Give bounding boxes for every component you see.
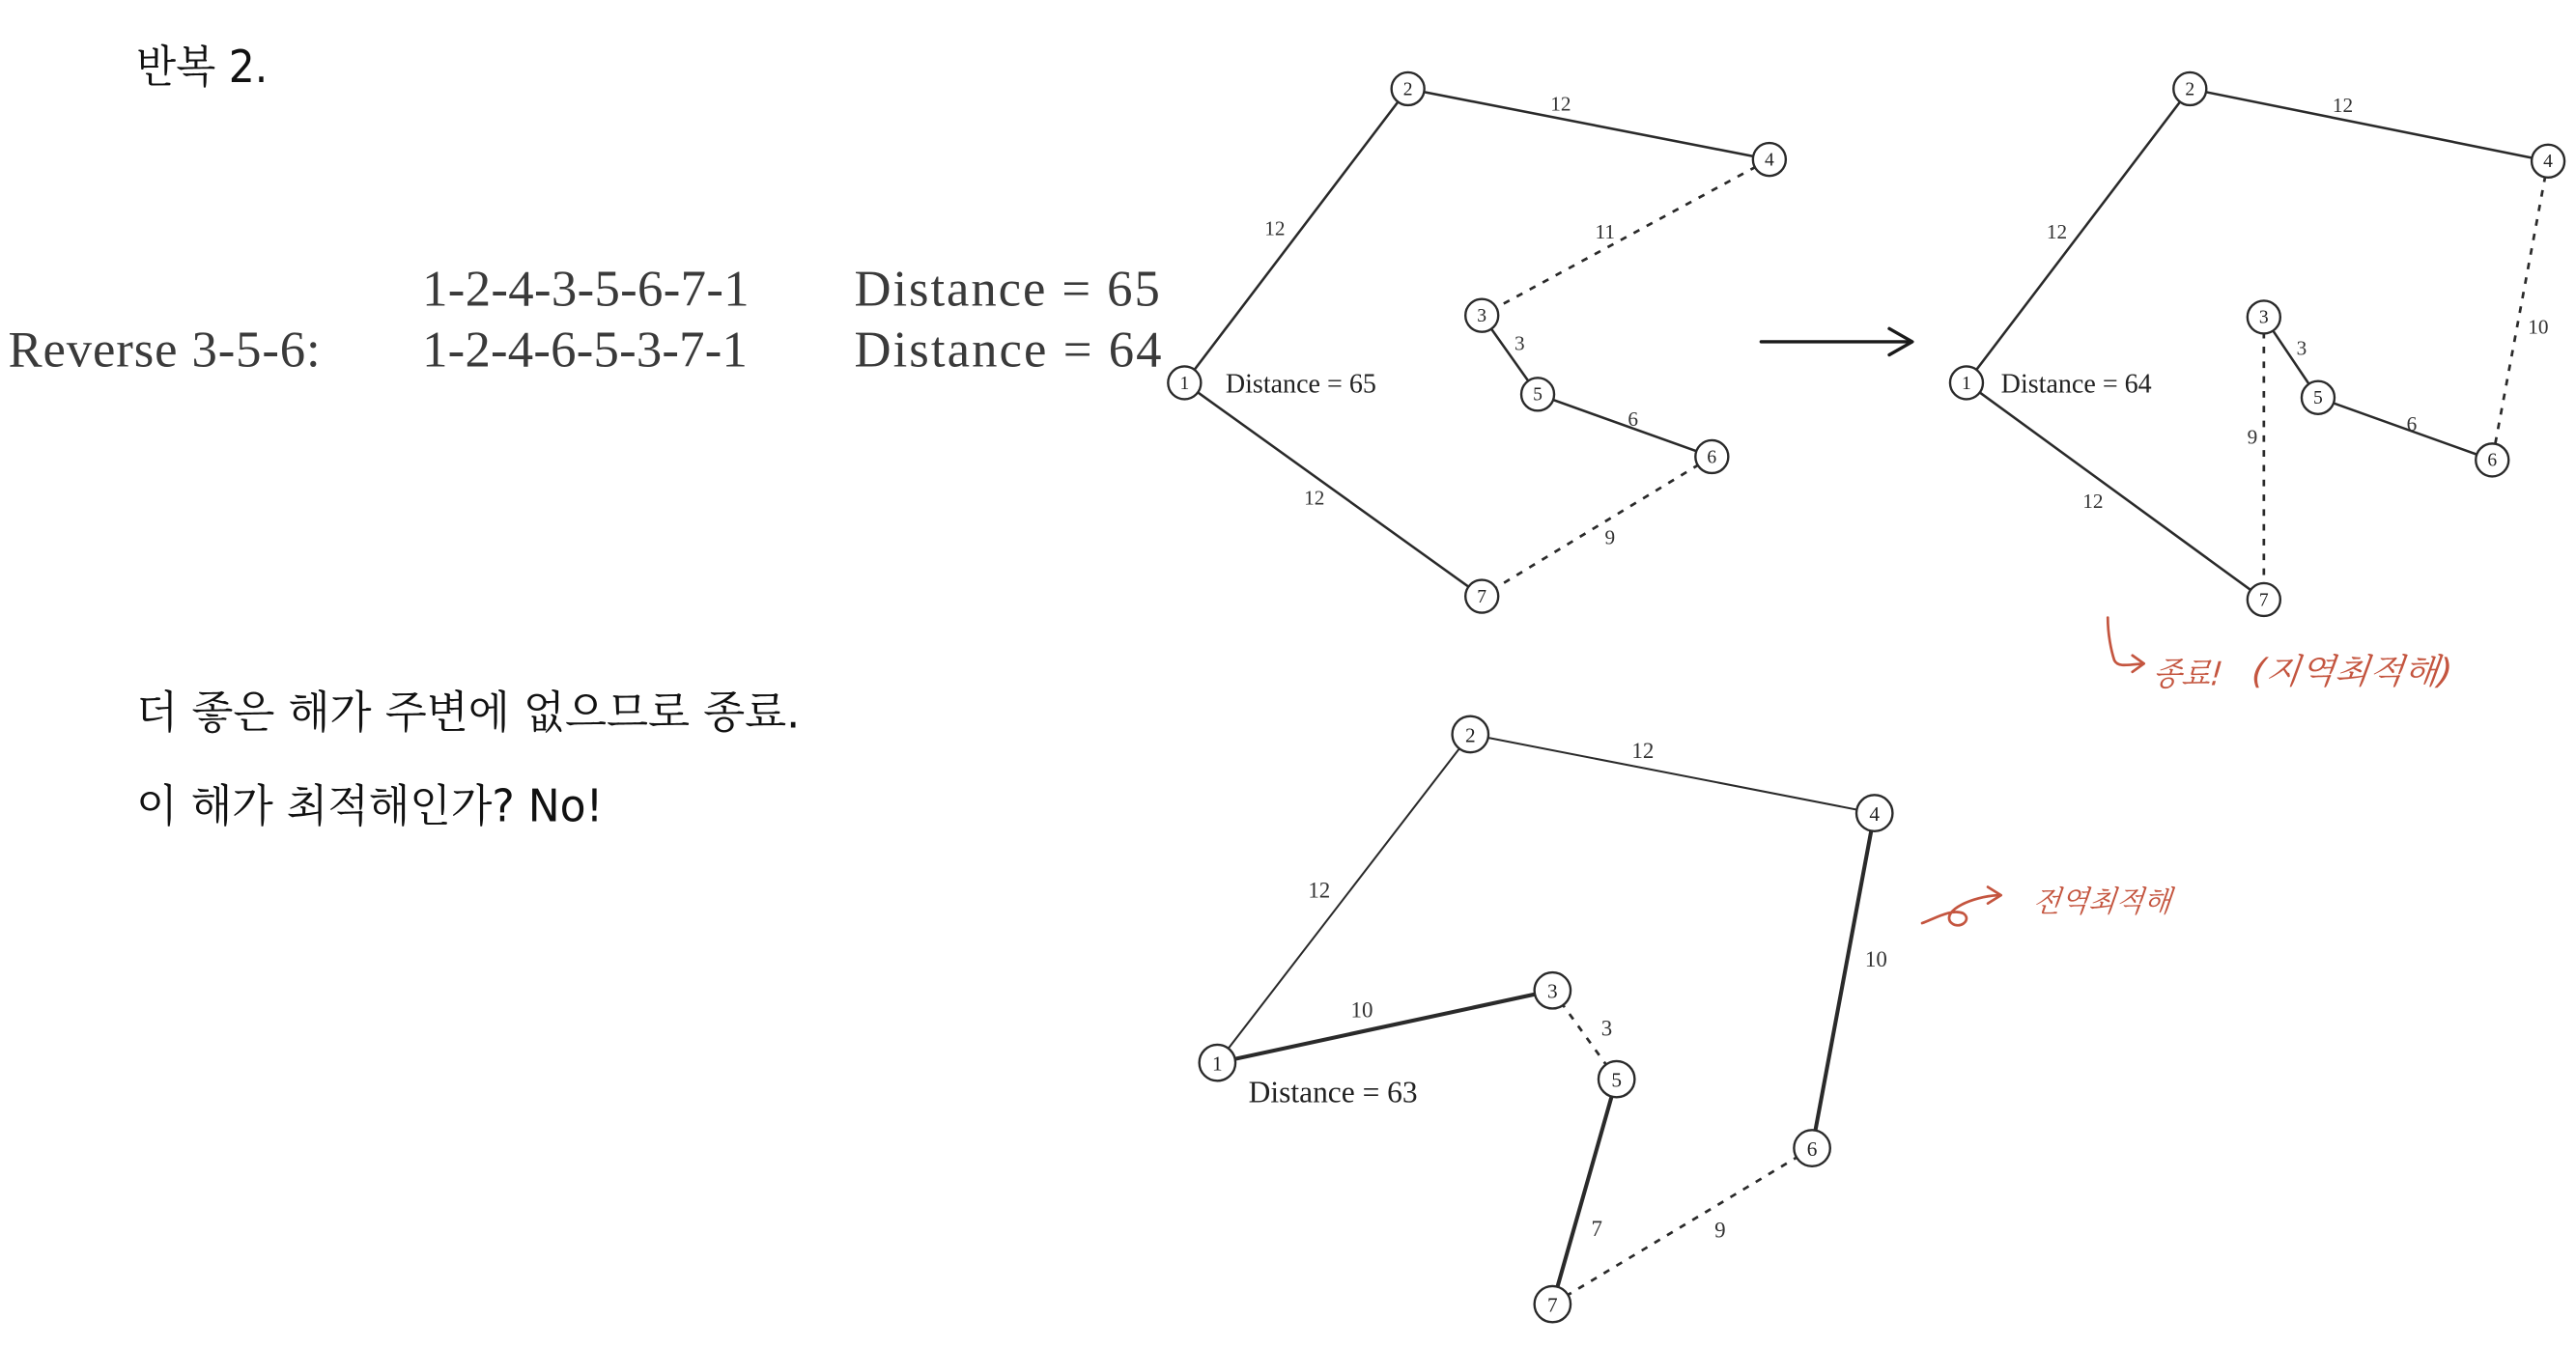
graph-3-edge-1-2 (1217, 734, 1470, 1062)
global-optimum-text: 전역최적해 (2031, 885, 2178, 920)
graph-3-node-2-label: 2 (1464, 723, 1476, 747)
graph-2-edge-2-4 (2190, 89, 2548, 161)
graph-3-node-5-label: 5 (1611, 1068, 1622, 1092)
graph-3-edge-4-6-weight: 10 (1864, 946, 1887, 971)
graph-1-node-5-label: 5 (1533, 384, 1543, 406)
graph-3-node-6-label: 6 (1806, 1137, 1818, 1161)
graph-1-edge-4-3-weight: 11 (1595, 219, 1616, 243)
graph-2-node-7-label: 7 (2258, 590, 2269, 611)
graph-1-node-1-label: 1 (1179, 373, 1190, 394)
graph-1-node-2-label: 2 (1402, 79, 1413, 100)
graph-2-edge-2-4-weight: 12 (2332, 93, 2354, 117)
graph-3-edge-2-4 (1470, 734, 1874, 813)
graph-2-edge-5-3-weight: 3 (2296, 336, 2307, 360)
slide-heading: 반복 2. (136, 41, 269, 94)
graph-2-node-6-label: 6 (2487, 450, 2498, 471)
tour-graph-before (1168, 72, 1786, 613)
graph-1-edge-7-1-weight: 12 (1304, 486, 1325, 510)
graph-1-edge-4-3 (1482, 159, 1769, 316)
graph-2-edge-4-6-weight: 10 (2528, 315, 2549, 339)
graph-2-edge-3-7-weight: 9 (2247, 425, 2258, 449)
graph-2-node-5-label: 5 (2313, 388, 2323, 409)
graph-1-edge-6-7 (1482, 457, 1712, 597)
tour-graph-after (1950, 72, 2564, 616)
graph-1-edge-6-7-weight: 9 (1604, 525, 1616, 549)
graph-3-edge-2-4-weight: 12 (1631, 738, 1655, 763)
graph-3-distance-label: Distance = 63 (1248, 1075, 1418, 1109)
graph-3-node-4-label: 4 (1869, 801, 1881, 826)
local-optimum-end-text: 종료! (2151, 655, 2232, 694)
graph-2-node-4-label: 4 (2543, 152, 2553, 173)
graph-2-edge-4-6 (2492, 161, 2548, 461)
graph-2-edge-7-1 (1967, 382, 2264, 600)
graph-1-edge-5-6-weight: 6 (1628, 407, 1638, 431)
graph-1-edge-2-4-weight: 12 (1550, 92, 1571, 116)
optimality-question: 이 해가 최적해인가? No! (136, 779, 604, 832)
tour-graph-global-optimum (1200, 716, 1893, 1323)
graph-1-edge-1-2-weight: 12 (1264, 216, 1286, 240)
graph-1-node-7-label: 7 (1477, 586, 1487, 607)
graph-3-node-1-label: 1 (1212, 1052, 1223, 1076)
graph-2-node-3-label: 3 (2258, 307, 2269, 328)
graph-2-edge-1-2-weight: 12 (2046, 219, 2068, 243)
graph-1-edge-3-5-weight: 3 (1514, 331, 1525, 355)
curly-arrow-icon (1922, 895, 1997, 925)
graph-3-node-7-label: 7 (1547, 1293, 1558, 1317)
transition-arrow (1761, 328, 1911, 354)
graph-3-edge-6-7-weight: 9 (1714, 1218, 1726, 1243)
graph-3-edge-5-3-weight: 3 (1600, 1016, 1613, 1041)
graph-1-edge-7-1 (1184, 382, 1482, 596)
graph-3-edge-3-1 (1217, 991, 1552, 1063)
graph-2-edge-1-2 (1967, 89, 2190, 382)
graph-3-edge-3-1-weight: 10 (1350, 997, 1373, 1023)
conclusion-text: 더 좋은 해가 주변에 없으므로 종료. (136, 686, 801, 739)
graph-3-edge-4-6 (1812, 813, 1875, 1148)
table-row-1-distance: Distance = 65 (854, 261, 1160, 318)
local-optimum-note-text: (지역최적해) (2250, 652, 2448, 692)
graph-1-edge-2-4 (1408, 89, 1769, 159)
graph-2-edge-6-5 (2318, 398, 2492, 461)
local-optimum-annotation (2108, 618, 2454, 694)
graph-1-node-6-label: 6 (1707, 447, 1717, 468)
graph-1-edge-1-2 (1184, 89, 1407, 382)
graph-3-node-3-label: 3 (1547, 979, 1558, 1003)
table-row-1-tour: 1-2-4-3-5-6-7-1 (422, 261, 750, 318)
graph-1-edge-5-6 (1538, 394, 1712, 457)
graph-3-edge-1-2-weight: 12 (1308, 878, 1331, 903)
graph-2-node-1-label: 1 (1962, 373, 1971, 394)
global-optimum-annotation (1922, 885, 2176, 925)
graph-2-node-2-label: 2 (2185, 79, 2195, 100)
table-row-2-label: Reverse 3-5-6: (8, 322, 321, 379)
graph-3-edge-7-5-weight: 7 (1591, 1216, 1603, 1241)
graph-1-distance-label: Distance = 65 (1225, 369, 1376, 400)
table-row-2-distance: Distance = 64 (854, 322, 1162, 379)
graph-2-edge-6-5-weight: 6 (2406, 411, 2418, 435)
graph-2-edge-7-1-weight: 12 (2082, 489, 2104, 513)
tour-table (9, 261, 1162, 378)
graph-1-node-4-label: 4 (1764, 150, 1774, 171)
table-row-2-tour: 1-2-4-6-5-3-7-1 (422, 322, 748, 379)
graph-1-node-3-label: 3 (1477, 306, 1487, 327)
graph-2-distance-label: Distance = 64 (2000, 369, 2152, 400)
